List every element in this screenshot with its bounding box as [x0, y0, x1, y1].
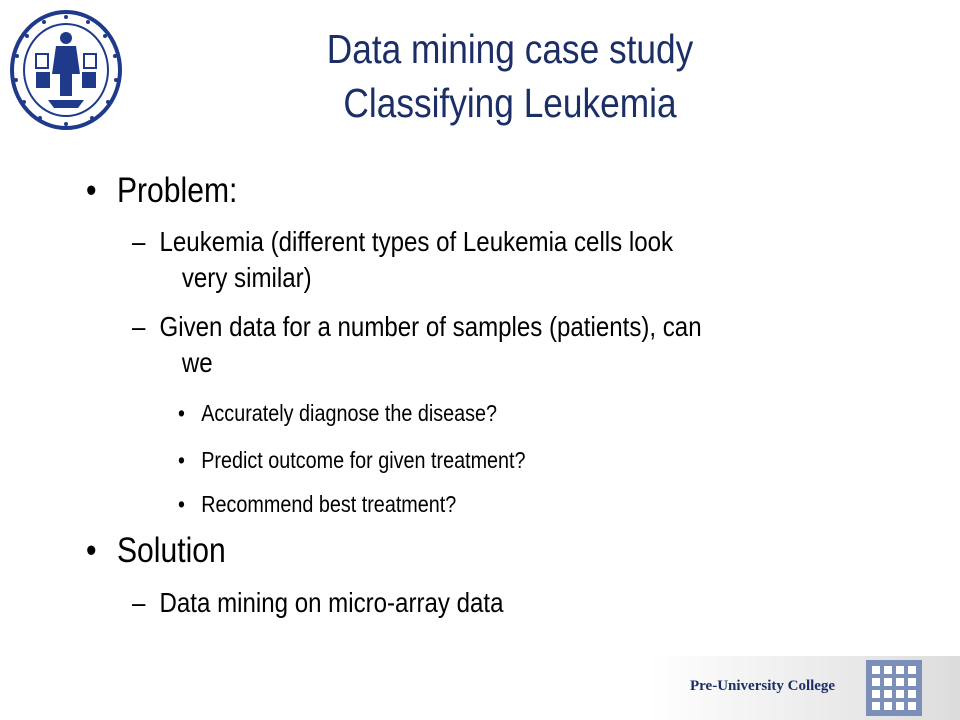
dash-marker: – [132, 311, 146, 342]
building-grid-icon [866, 660, 922, 716]
sub-bullet-text: Given data for a number of samples (patients), can [159, 311, 702, 342]
footer-label: Pre-University College [690, 678, 836, 694]
sub-bullet-text-cont: very similar) [181, 262, 312, 293]
dash-marker: – [132, 226, 146, 257]
bullet-marker: • [86, 531, 97, 570]
sub-bullet-text: Data mining on micro-array data [159, 587, 504, 618]
bullet-marker: • [86, 171, 97, 210]
bullet-marker: • [178, 400, 185, 426]
dash-marker: – [132, 587, 146, 618]
bullet-text: Problem: [116, 171, 238, 210]
sub-sub-bullet-text: Predict outcome for given treatment? [201, 447, 526, 473]
sub-bullet-text-cont: we [181, 347, 213, 378]
sub-sub-bullet-text: Accurately diagnose the disease? [201, 400, 498, 426]
bullet-marker: • [178, 491, 185, 517]
sub-sub-bullet-text: Recommend best treatment? [201, 491, 457, 517]
sub-bullet-text: Leukemia (different types of Leukemia cells look [159, 226, 674, 257]
title-line-1: Data mining case study [326, 26, 694, 72]
bullet-text: Solution [116, 531, 226, 570]
bullet-marker: • [178, 447, 185, 473]
title-line-2: Classifying Leukemia [343, 80, 677, 126]
